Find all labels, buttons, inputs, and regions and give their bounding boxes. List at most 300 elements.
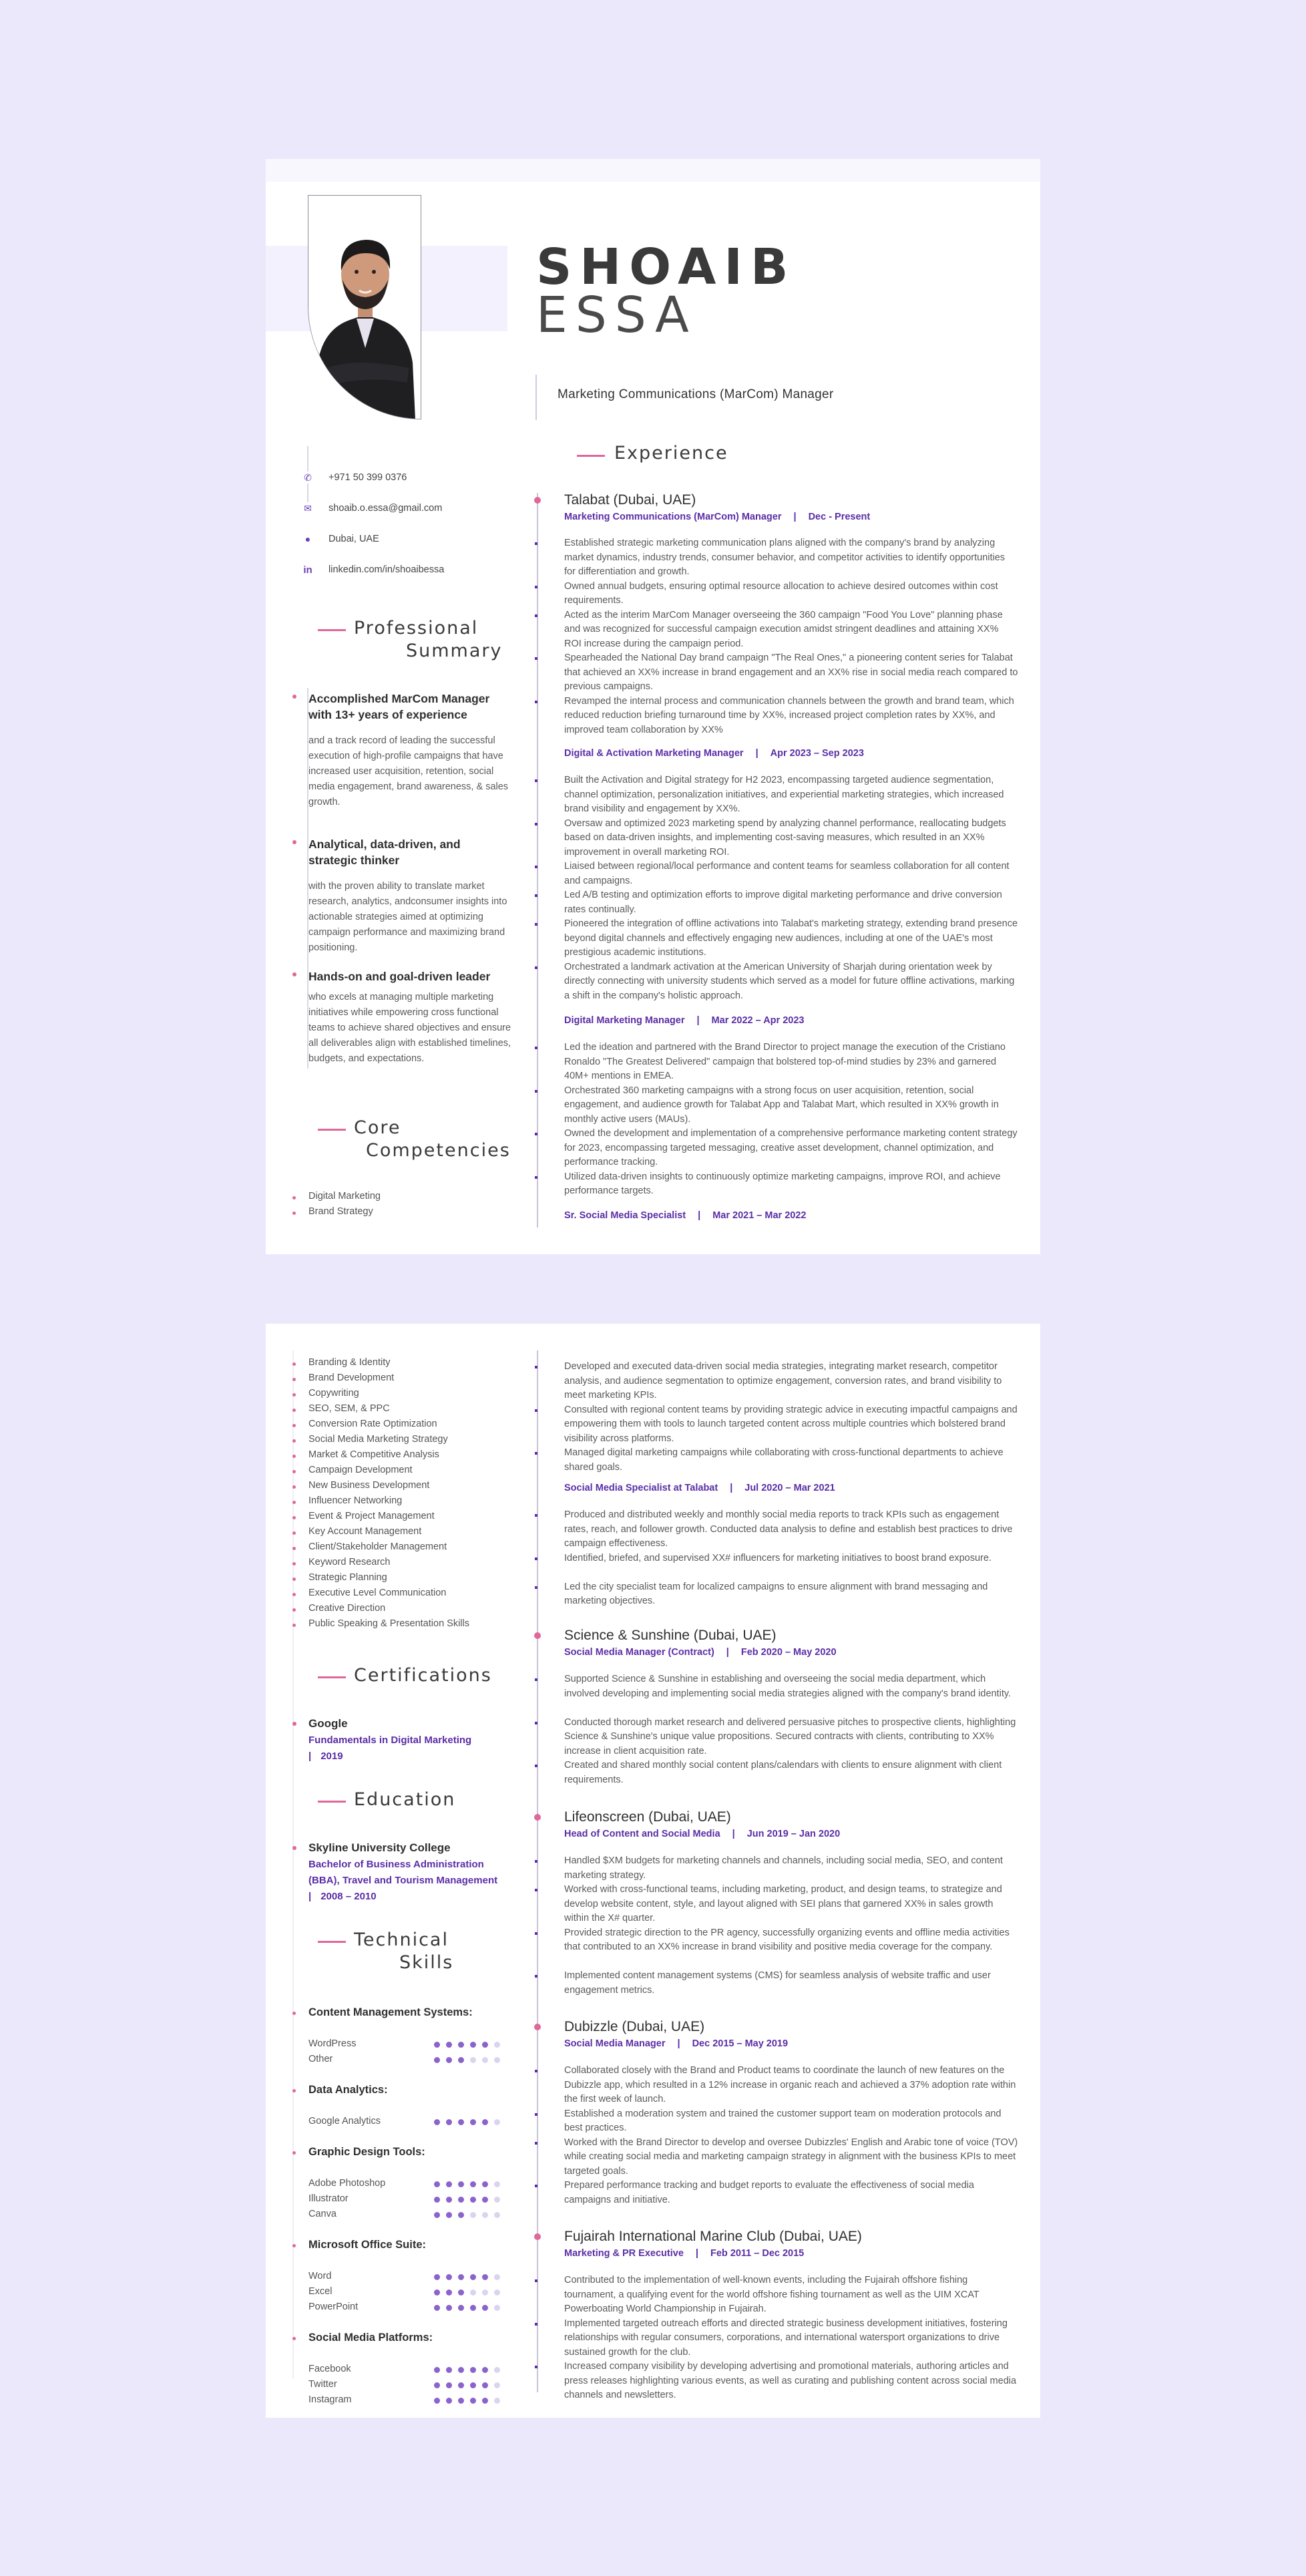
company-marker (534, 2024, 541, 2030)
role-title: Social Media Specialist at Talabat (564, 1483, 718, 1493)
summary-bullet (292, 972, 296, 976)
company-name: Talabat (Dubai, UAE) (564, 492, 696, 508)
technical-heading-line1: Technical (354, 1929, 449, 1950)
role-title: Social Media Manager (564, 2038, 666, 2049)
skill-category: Social Media Platforms: (308, 2332, 433, 2344)
bullet-marker (535, 657, 537, 660)
title-divider (535, 375, 537, 420)
bullet-marker (535, 2070, 537, 2072)
company-marker (534, 2233, 541, 2240)
skill-rating (434, 2305, 506, 2311)
competency-bullet (292, 1593, 296, 1596)
experience-dash (577, 455, 605, 457)
skill-name: Instagram (308, 2394, 352, 2405)
rating-dot (434, 2197, 440, 2203)
bullet-marker (535, 542, 537, 545)
bullet-marker (535, 1889, 537, 1891)
summary-item-title: Hands-on and goal-driven leader (308, 970, 491, 983)
experience-bullet: Oversaw and optimized 2023 marketing spend by analyzing channel performance, reallocating budgets based on data-driven insights, and implementing cost-saving measures, which resulted in an XX% improvement in overall marketing ROI. (564, 817, 1006, 858)
rating-dot (494, 2057, 500, 2063)
bullet-marker (535, 1176, 537, 1179)
skill-category: Microsoft Office Suite: (308, 2239, 427, 2251)
certifications-heading: Certifications (354, 1665, 492, 1686)
competency-bullet (292, 1531, 296, 1535)
rating-dot (494, 2119, 500, 2125)
role-title: Sr. Social Media Specialist (564, 1210, 686, 1221)
competency-item: Keyword Research (308, 1557, 391, 1568)
competency-item: Copywriting (308, 1388, 359, 1399)
experience-bullet: Worked with the Brand Director to develop and oversee Dubizzles' English and Arabic tone of voice (TOV) while creating social media and marketing campaign strategy in alignment with the business KPIs to meet targeted goals. (564, 2137, 1018, 2177)
bullet-marker (535, 2366, 537, 2368)
competency-item: SEO, SEM, & PPC (308, 1403, 390, 1414)
bullet-marker (535, 2113, 537, 2116)
competency-bullet (292, 1409, 296, 1412)
rating-dot (458, 2119, 464, 2125)
edu-bullet (292, 1846, 296, 1850)
rating-dot (458, 2057, 464, 2063)
role-dates: Apr 2023 – Sep 2023 (770, 748, 864, 759)
competency-item: Public Speaking & Presentation Skills (308, 1618, 469, 1629)
rating-dot (458, 2197, 464, 2203)
experience-bullet: Developed and executed data-driven social media strategies, integrating market research, competitor analysis, and audience segmentation to optimize engagement, conversion rates, and brand visibility to meet marketing KPIs. (564, 1361, 1002, 1401)
experience-bullet: Led the city specialist team for localized campaigns to ensure alignment with brand messaging and marketing objectives. (564, 1581, 988, 1606)
summary-item-body: with the proven ability to translate market research, analytics, andconsumer insights into actionable strategies aimed at optimizing campaign performance and maximizing brand positioning. (308, 881, 507, 953)
cert-year-line: | 2019 (308, 1751, 343, 1762)
rating-dot (482, 2197, 488, 2203)
rating-dot (482, 2181, 488, 2187)
experience-bullet: Established a moderation system and trained the customer support team on moderation protocols and best practices. (564, 2108, 1002, 2133)
rating-dot (494, 2289, 500, 2295)
skill-category: Graphic Design Tools: (308, 2146, 425, 2158)
skill-name: Word (308, 2271, 332, 2281)
bullet-marker (535, 1090, 537, 1093)
role-line: Digital Marketing Manager | Mar 2022 – Apr 2023 (564, 1015, 805, 1026)
experience-bullet: Collaborated closely with the Brand and Product teams to coordinate the launch of new features on the Dubizzle app, which resulted in a 12% increase in organic reach and achieved a 37% adoption rate within the first week of launch. (564, 2065, 1016, 2104)
skill-category-bullet (292, 2151, 296, 2155)
rating-dot (446, 2057, 452, 2063)
skill-category-bullet (292, 2012, 296, 2015)
phone-icon: ✆ (302, 472, 314, 484)
experience-bullet: Worked with cross-functional teams, including marketing, product, and design teams, to strategize and develop website content, style, and layout aligned with SEI plans that garnered XX% in sales growth within the X# quarter. (564, 1884, 1002, 1923)
education-dash (318, 1801, 346, 1803)
company-name: Fujairah International Marine Club (Dubai, UAE) (564, 2229, 862, 2244)
competency-bullet (292, 1485, 296, 1489)
rating-dot (494, 2274, 500, 2280)
competency-item: Executive Level Communication (308, 1588, 447, 1598)
role-line: Social Media Specialist at Talabat | Jul 2020 – Mar 2021 (564, 1483, 835, 1493)
competency-item: Event & Project Management (308, 1511, 435, 1521)
experience-bullet: Led the ideation and partnered with the Brand Director to project manage the execution of the Cristiano Ronaldo "The Greatest Delivered" campaign that bolstered top-of-mind studies by 23% and garnered 40M+ mentions in EMEA. (564, 1042, 1006, 1081)
summary-dash (318, 629, 346, 631)
rating-dot (446, 2212, 452, 2218)
certifications-dash (318, 1676, 346, 1678)
rating-dot (446, 2305, 452, 2311)
summary-item-title: Accomplished MarCom Manager with 13+ years of experience (308, 692, 490, 721)
edu-years: 2008 – 2010 (320, 1891, 377, 1902)
rating-dot (470, 2382, 476, 2388)
rating-dot (446, 2398, 452, 2404)
experience-bullet: Produced and distributed weekly and monthly social media reports to track KPIs such as engagement rates, reach, and follower growth. Conducted data analysis to define and establish best practices to drive campaign effectiveness. (564, 1509, 1013, 1549)
skill-rating (434, 2042, 506, 2048)
skill-category-bullet (292, 2244, 296, 2247)
contact-linkedin[interactable] (302, 561, 444, 578)
experience-bullet: Led A/B testing and optimization efforts to improve digital marketing performance and drive conversion rates continually. (564, 890, 1002, 915)
competency-item: Market & Competitive Analysis (308, 1449, 439, 1460)
experience-bullet: Contributed to the implementation of well-known events, including the Fujairah offshore fishing tournament, a qualifying event for the world offshore fishing tournament as well as the UIM XCAT Powerboating World Championship in Fujairah. (564, 2275, 980, 2314)
rating-dot (470, 2042, 476, 2048)
rating-dot (470, 2274, 476, 2280)
skill-name: Facebook (308, 2364, 351, 2374)
skill-rating (434, 2398, 506, 2404)
company-marker (534, 1632, 541, 1639)
experience-bullet: Utilized data-driven insights to continuously optimize marketing campaigns, improve ROI, and achieve performance targets. (564, 1171, 1001, 1196)
rating-dot (458, 2274, 464, 2280)
rating-dot (470, 2057, 476, 2063)
rating-dot (446, 2119, 452, 2125)
rating-dot (434, 2042, 440, 2048)
company-name: Lifeonscreen (Dubai, UAE) (564, 1809, 731, 1825)
role-dates: Feb 2011 – Dec 2015 (710, 2248, 805, 2259)
bullet-marker (535, 2142, 537, 2145)
cert-name: Fundamentals in Digital Marketing (308, 1734, 472, 1746)
role-dates: Dec - Present (808, 512, 871, 522)
rating-dot (494, 2042, 500, 2048)
competency-bullet (292, 1455, 296, 1458)
skill-rating (434, 2289, 506, 2295)
rating-dot (494, 2305, 500, 2311)
rating-dot (470, 2367, 476, 2373)
bullet-marker (535, 2279, 537, 2282)
experience-bullet: Orchestrated a landmark activation at the American University of Sharjah during orientation week by directly connecting with university students which served as a model for future offline activations, marking a shift in the company's holistic approach. (564, 961, 1015, 1001)
bullet-marker (535, 1047, 537, 1049)
role-title: Digital & Activation Marketing Manager (564, 748, 744, 759)
experience-bullet: Consulted with regional content teams by providing strategic advice in executing impactful campaigns and empowering them with tools to launch targeted content across multiple countries which bolstered brand visibility across platforms. (564, 1404, 1018, 1444)
left-faint-rule (292, 1350, 294, 2379)
rating-dot (482, 2274, 488, 2280)
experience-bullet: Liaised between regional/local performance and content teams for seamless collaboration for all content and campaigns. (564, 861, 1010, 886)
rating-dot (446, 2289, 452, 2295)
bullet-marker (535, 1722, 537, 1724)
experience-bullet: Orchestrated 360 marketing campaigns with a strong focus on user acquisition, retention, social engagement, and audience growth for Talabat App and Talabat Mart, which resulted in XX% growth in monthly active users (MAUs). (564, 1085, 999, 1125)
rating-dot (482, 2289, 488, 2295)
role-dates: Jun 2019 – Jan 2020 (746, 1829, 841, 1839)
experience-timeline (537, 493, 538, 1228)
portrait-illustration (308, 196, 421, 419)
competency-item: Influencer Networking (308, 1495, 403, 1506)
skill-category: Content Management Systems: (308, 2006, 473, 2018)
rating-dot (494, 2181, 500, 2187)
experience-bullet: Identified, briefed, and supervised XX# influencers for marketing initiatives to boost brand exposure. (564, 1552, 992, 1563)
rating-dot (482, 2119, 488, 2125)
contact-email[interactable] (302, 500, 442, 517)
email-text: shoaib.o.essa@gmail.com (329, 503, 443, 514)
company-marker (534, 1814, 541, 1821)
technical-dash (318, 1941, 346, 1943)
rating-dot (482, 2367, 488, 2373)
rating-dot (434, 2274, 440, 2280)
experience-bullet: Spearheaded the National Day brand campaign "The Real Ones," a pioneering content series for Talabat that achieved an XX% increase in brand engagement and an XX% rise in social media reach compared to previous campaigns. (564, 653, 1018, 692)
cert-bullet (292, 1722, 296, 1726)
competency-bullet (292, 1578, 296, 1581)
rating-dot (446, 2367, 452, 2373)
competency-bullet (292, 1212, 296, 1215)
bullet-marker (535, 894, 537, 897)
role-dates: Mar 2022 – Apr 2023 (711, 1015, 805, 1026)
experience-bullet: Conducted thorough market research and delivered persuasive pitches to prospective clients, highlighting Science & Sunshine's unique value propositions. Secured contracts with clients, contributing to XX% increase in client acquisition rate. (564, 1716, 1016, 1757)
company-name: Dubizzle (Dubai, UAE) (564, 2019, 705, 2034)
name-last: ESSA (536, 287, 697, 344)
competency-item: Client/Stakeholder Management (308, 1541, 447, 1552)
role-title: Digital Marketing Manager (564, 1015, 685, 1026)
rating-dot (458, 2367, 464, 2373)
rating-dot (482, 2382, 488, 2388)
experience-bullet: Provided strategic direction to the PR agency, successfully organizing events and offline media activities that contributed to an XX% increase in brand visibility and positive media coverage for the company. (564, 1927, 1010, 1952)
competency-item: Social Media Marketing Strategy (308, 1434, 448, 1445)
experience-bullet: Managed digital marketing campaigns while collaborating with cross-functional departments to achieve shared goals. (564, 1447, 1004, 1473)
bullet-marker (535, 1975, 537, 1978)
contact-location (302, 530, 379, 548)
experience-bullet: Built the Activation and Digital strategy for H2 2023, encompassing targeted audience segmentation, channel optimization, personalization initiatives, and experiential marketing strategies, which increased brand visibility and engagement by XX%. (564, 775, 1004, 814)
company-name: Science & Sunshine (Dubai, UAE) (564, 1628, 777, 1643)
phone-text: +971 50 399 0376 (329, 472, 407, 483)
rating-dot (458, 2289, 464, 2295)
competency-bullet (292, 1393, 296, 1397)
rating-dot (470, 2119, 476, 2125)
bullet-marker (535, 1133, 537, 1135)
rating-dot (470, 2212, 476, 2218)
role-dates: Mar 2021 – Mar 2022 (712, 1210, 807, 1221)
bullet-marker (535, 779, 537, 782)
competency-item: Campaign Development (308, 1465, 413, 1475)
experience-bullet: Owned the development and implementation of a comprehensive performance marketing content strategy for 2023, encompassing targeted messaging, creative asset development, channel optimization, and performance tracking. (564, 1128, 1018, 1167)
edu-degree-line1: Bachelor of Business Administration (308, 1859, 484, 1870)
company-marker (534, 497, 541, 504)
rating-dot (434, 2289, 440, 2295)
rating-dot (470, 2181, 476, 2187)
job-title: Marketing Communications (MarCom) Manager (558, 387, 834, 401)
rating-dot (470, 2305, 476, 2311)
experience-bullet: Handled $XM budgets for marketing channels and channels, including social media, SEO, and content marketing strategy. (564, 1855, 1003, 1881)
role-title: Social Media Manager (Contract) (564, 1647, 714, 1658)
bullet-marker (535, 1586, 537, 1589)
rating-dot (482, 2212, 488, 2218)
location-text: Dubai, UAE (329, 534, 379, 544)
rating-dot (470, 2398, 476, 2404)
bullet-marker (535, 866, 537, 868)
experience-bullet: Revamped the internal process and communication channels between the growth and brand team, which reduced reduction briefing turnaround time by XX%, increased project completion rates by XX%, and improved team collaboration by XX% (564, 695, 1014, 735)
experience-bullet: Increased company visibility by developing advertising and promotional materials, authoring articles and press releases highlighting various events, as well as curating and publishing content across social media channels and newsletters. (564, 2361, 1017, 2400)
competency-bullet (292, 1362, 296, 1366)
experience-bullet: Pioneered the integration of offline activations into Talabat's marketing strategy, extending brand presence beyond digital channels and effectively engaging new audiences, including at one of the UAE's most prestigious academic institutions. (564, 918, 1018, 958)
competency-item: Branding & Identity (308, 1357, 391, 1368)
resume-page-2 (266, 1324, 1040, 2418)
competency-bullet (292, 1378, 296, 1381)
rating-dot (446, 2042, 452, 2048)
summary-heading-line2: Summary (406, 640, 503, 661)
summary-bullet (292, 840, 296, 844)
rating-dot (482, 2305, 488, 2311)
experience-bullet: Implemented content management systems (CMS) for seamless analysis of website traffic and user engagement metrics. (564, 1970, 991, 1996)
role-dates: Jul 2020 – Mar 2021 (744, 1483, 835, 1493)
contact-phone[interactable] (302, 469, 407, 486)
skill-category-bullet (292, 2089, 296, 2092)
rating-dot (434, 2398, 440, 2404)
bullet-marker (535, 1366, 537, 1368)
skill-name: Excel (308, 2286, 333, 2297)
resume-page-1 (266, 159, 1040, 1254)
competency-bullet (292, 1439, 296, 1443)
experience-bullet: Owned annual budgets, ensuring optimal resource allocation to achieve desired outcomes within cost requirements. (564, 580, 998, 606)
rating-dot (458, 2212, 464, 2218)
skill-name: PowerPoint (308, 2302, 359, 2312)
rating-dot (494, 2398, 500, 2404)
rating-dot (458, 2181, 464, 2187)
bullet-marker (535, 923, 537, 926)
edu-school: Skyline University College (308, 1841, 451, 1854)
role-line: Sr. Social Media Specialist | Mar 2021 – Mar 2022 (564, 1210, 807, 1221)
role-line: Social Media Manager | Dec 2015 – May 2019 (564, 2038, 789, 2049)
rating-dot (458, 2042, 464, 2048)
rating-dot (446, 2274, 452, 2280)
experience-bullet: Prepared performance tracking and budget reports to evaluate the effectiveness of social media campaigns and initiative. (564, 2180, 974, 2205)
profile-photo (308, 195, 421, 419)
competency-item: Brand Strategy (308, 1206, 373, 1217)
experience-bullet: Established strategic marketing communication plans aligned with the company's brand by analyzing market dynamics, industry trends, consumer behavior, and competitor activities to identify opportunities for differentiation and growth. (564, 538, 1006, 577)
edu-degree-line2: (BBA), Travel and Tourism Management (308, 1875, 498, 1886)
skill-rating (434, 2274, 506, 2280)
linkedin-icon: in (302, 564, 314, 576)
skill-name: Canva (308, 2209, 337, 2219)
role-line: Social Media Manager (Contract) | Feb 2020 – May 2020 (564, 1647, 837, 1658)
competency-bullet (292, 1470, 296, 1473)
rating-dot (482, 2042, 488, 2048)
competency-bullet (292, 1501, 296, 1504)
cert-org: Google (308, 1717, 348, 1730)
skill-rating (434, 2382, 506, 2388)
competency-item: Brand Development (308, 1372, 395, 1383)
page-top-band (266, 159, 1040, 182)
edu-years-line: | 2008 – 2010 (308, 1891, 377, 1902)
competency-item: Digital Marketing (308, 1191, 381, 1202)
name-first: SHOAIB (536, 238, 797, 296)
rating-dot (446, 2197, 452, 2203)
rating-dot (470, 2289, 476, 2295)
experience-bullet: Acted as the interim MarCom Manager overseeing the 360 campaign "Food You Love" planning phase and was recognized for successful campaign execution amidst stringent deadlines and attaining XX% ROI increase during the campaign period. (564, 609, 1003, 649)
rating-dot (434, 2181, 440, 2187)
rating-dot (458, 2305, 464, 2311)
competency-bullet (292, 1516, 296, 1519)
skill-name: WordPress (308, 2038, 357, 2049)
cert-year: 2019 (320, 1751, 343, 1762)
role-line: Head of Content and Social Media | Jun 2019 – Jan 2020 (564, 1829, 841, 1839)
bullet-marker (535, 966, 537, 969)
bullet-marker (535, 1514, 537, 1517)
competencies-heading-line1: Core (354, 1117, 401, 1138)
experience-bullet: Supported Science & Sunshine in establishing and overseeing the social media department, which involved developing and implementing social media strategies aligned with the company's brand identity. (564, 1674, 1012, 1699)
competency-item: Key Account Management (308, 1526, 422, 1537)
rating-dot (434, 2119, 440, 2125)
skill-rating (434, 2057, 506, 2063)
summary-heading-line1: Professional (354, 618, 479, 638)
mail-icon: ✉ (302, 502, 314, 514)
experience-bullet: Implemented targeted outreach efforts and directed strategic business development initiatives, fostering relationships with regular consumers, corporations, and international watersport organizations to drive sustained growth for the club. (564, 2318, 1008, 2358)
technical-heading-line2: Skills (399, 1952, 454, 1973)
skill-name: Illustrator (308, 2193, 349, 2204)
bullet-marker (535, 1452, 537, 1455)
role-dates: Dec 2015 – May 2019 (692, 2038, 789, 2049)
rating-dot (458, 2398, 464, 2404)
skill-name: Twitter (308, 2379, 337, 2390)
competency-bullet (292, 1547, 296, 1550)
education-heading: Education (354, 1789, 456, 1810)
competency-item: New Business Development (308, 1480, 430, 1491)
skill-rating (434, 2197, 506, 2203)
role-title: Marketing Communications (MarCom) Manager (564, 512, 782, 522)
rating-dot (494, 2367, 500, 2373)
rating-dot (494, 2212, 500, 2218)
skill-rating (434, 2181, 506, 2187)
bullet-marker (535, 1557, 537, 1560)
competency-bullet (292, 1424, 296, 1427)
role-dates: Feb 2020 – May 2020 (740, 1647, 837, 1658)
bullet-marker (535, 2185, 537, 2187)
rating-dot (446, 2382, 452, 2388)
skill-rating (434, 2119, 506, 2125)
role-line: Marketing Communications (MarCom) Manager | Dec - Present (564, 512, 871, 522)
experience-bullet: Created and shared monthly social content plans/calendars with clients to ensure alignment with client requirements. (564, 1760, 1002, 1785)
competency-item: Creative Direction (308, 1603, 386, 1614)
skill-category: Data Analytics: (308, 2084, 388, 2096)
role-line: Digital & Activation Marketing Manager | Apr 2023 – Sep 2023 (564, 748, 864, 759)
rating-dot (434, 2382, 440, 2388)
role-title: Head of Content and Social Media (564, 1829, 720, 1839)
rating-dot (458, 2382, 464, 2388)
skill-rating (434, 2212, 506, 2218)
summary-item-body: and a track record of leading the successful execution of high-profile campaigns that have increased user acquisition, retention, social media engagement, brand awareness, & sales growth. (308, 735, 509, 807)
summary-item-title: Analytical, data-driven, and strategic thinker (308, 838, 461, 867)
rating-dot (446, 2181, 452, 2187)
skill-name: Other (308, 2054, 333, 2064)
summary-bullet (292, 695, 296, 699)
rating-dot (434, 2367, 440, 2373)
bullet-marker (535, 1765, 537, 1767)
skill-name: Google Analytics (308, 2116, 381, 2127)
rating-dot (494, 2382, 500, 2388)
bullet-marker (535, 701, 537, 703)
competency-bullet (292, 1562, 296, 1566)
competency-bullet (292, 1196, 296, 1200)
rating-dot (470, 2197, 476, 2203)
role-line: Marketing & PR Executive | Feb 2011 – Dec 2015 (564, 2248, 805, 2259)
competency-bullet (292, 1624, 296, 1627)
bullet-marker (535, 1678, 537, 1681)
bullet-marker (535, 2323, 537, 2326)
summary-item-body: who excels at managing multiple marketing initiatives while empowering cross functional teams to achieve shared objectives and ensure all deliverables align with established timelines, budgets, and expectations. (308, 992, 511, 1064)
competencies-heading-line2: Competencies (366, 1140, 511, 1161)
bullet-marker (535, 1860, 537, 1863)
skill-category-bullet (292, 2337, 296, 2340)
skill-rating (434, 2367, 506, 2373)
role-title: Marketing & PR Executive (564, 2248, 684, 2259)
bullet-marker (535, 1932, 537, 1935)
bullet-marker (535, 1409, 537, 1412)
rating-dot (494, 2197, 500, 2203)
competency-item: Strategic Planning (308, 1572, 387, 1583)
linkedin-text: linkedin.com/in/shoaibessa (329, 564, 445, 575)
bullet-marker (535, 614, 537, 617)
competency-bullet (292, 1608, 296, 1612)
bullet-marker (535, 586, 537, 588)
